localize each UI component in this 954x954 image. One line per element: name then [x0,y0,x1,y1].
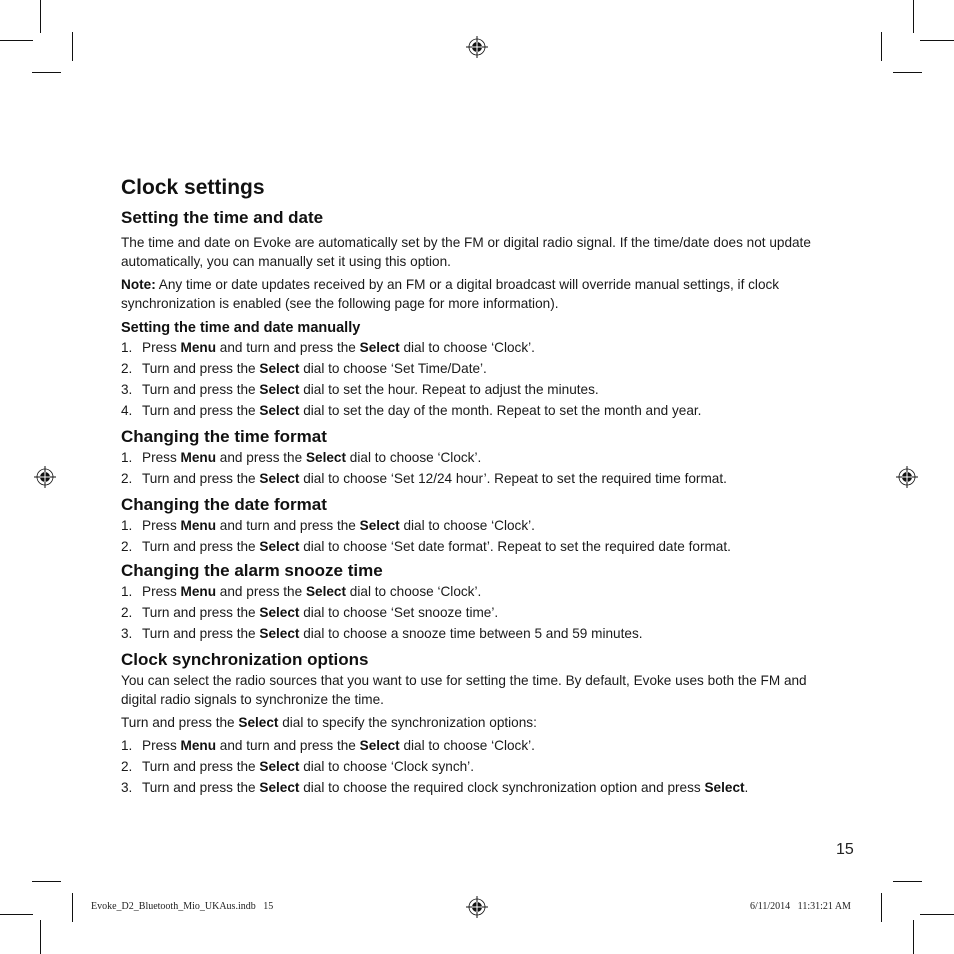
crop-mark [881,893,882,922]
registration-target-icon [466,36,488,58]
slug-filename: Evoke_D2_Bluetooth_Mio_UKAus.indb 15 [91,901,274,912]
page-content [121,174,831,799]
list-item: 1. Press Menu and turn and press the Select dial to choose ‘Clock’. [121,518,535,533]
note-paragraph [121,275,831,313]
crop-mark [913,0,914,33]
paragraph: Turn and press the Select dial to specify the synchronization options: [121,715,537,730]
registration-target-icon [466,896,488,918]
list-item: 3. Turn and press the Select dial to choose the required clock synchronization option and press Select. [121,780,749,795]
section-heading: Changing the alarm snooze time [121,561,383,580]
crop-mark [893,72,922,73]
section-heading: Clock synchronization options [121,650,369,669]
crop-mark [881,32,882,61]
page-title: Clock settings [121,176,265,199]
list-item: 1. Press Menu and press the Select dial to choose ‘Clock’. [121,450,482,465]
steps-list [121,448,831,488]
crop-mark [920,40,954,41]
crop-mark [40,0,41,33]
list-item: 3. Turn and press the Select dial to choose a snooze time between 5 and 59 minutes. [121,626,643,641]
crop-mark [40,920,41,954]
note-text: Any time or date updates received by an FM or a digital broadcast will override manual settings, if clock synchronization is enabled (see the following page for more information). [121,277,780,311]
paragraph: You can select the radio sources that you want to use for setting the time. By default, Evoke uses both the FM and digital radio signals to synchronize the time. [121,673,807,707]
subsection-heading: Setting the time and date manually [121,320,361,336]
crop-mark [32,72,61,73]
list-item: 1. Press Menu and turn and press the Select dial to choose ‘Clock’. [121,340,535,355]
registration-target-icon [34,466,56,488]
crop-mark [72,893,73,922]
crop-mark [920,914,954,915]
list-item: 3. Turn and press the Select dial to set the hour. Repeat to adjust the minutes. [121,382,599,397]
section-heading: Setting the time and date [121,208,324,227]
steps-list [121,582,831,643]
steps-list [121,516,831,556]
page-number: 15 [836,841,854,858]
steps-list [121,338,831,420]
crop-mark [32,881,61,882]
crop-mark [0,914,33,915]
slug-timestamp: 6/11/2014 11:31:21 AM [750,901,851,912]
section-heading: Changing the time format [121,427,327,446]
crop-mark [72,32,73,61]
list-item: 1. Press Menu and turn and press the Select dial to choose ‘Clock’. [121,738,535,753]
section-heading: Changing the date format [121,495,327,514]
crop-mark [913,920,914,954]
note-label: Note: [121,277,156,292]
list-item: 2. Turn and press the Select dial to choose ‘Set 12/24 hour’. Repeat to set the required time format. [121,471,727,486]
crop-mark [0,40,33,41]
crop-mark [893,881,922,882]
steps-list [121,736,831,797]
registration-target-icon [896,466,918,488]
paragraph: The time and date on Evoke are automatically set by the FM or digital radio signal. If the time/date does not update automatically, you can manually set it using this option. [121,235,811,269]
list-item: 2. Turn and press the Select dial to choose ‘Set snooze time’. [121,605,499,620]
list-item: 4. Turn and press the Select dial to set the day of the month. Repeat to set the month and year. [121,403,702,418]
list-item: 2. Turn and press the Select dial to choose ‘Set Time/Date’. [121,361,487,376]
list-item: 1. Press Menu and press the Select dial to choose ‘Clock’. [121,584,482,599]
list-item: 2. Turn and press the Select dial to choose ‘Clock synch’. [121,759,474,774]
list-item: 2. Turn and press the Select dial to choose ‘Set date format’. Repeat to set the required date format. [121,539,731,554]
